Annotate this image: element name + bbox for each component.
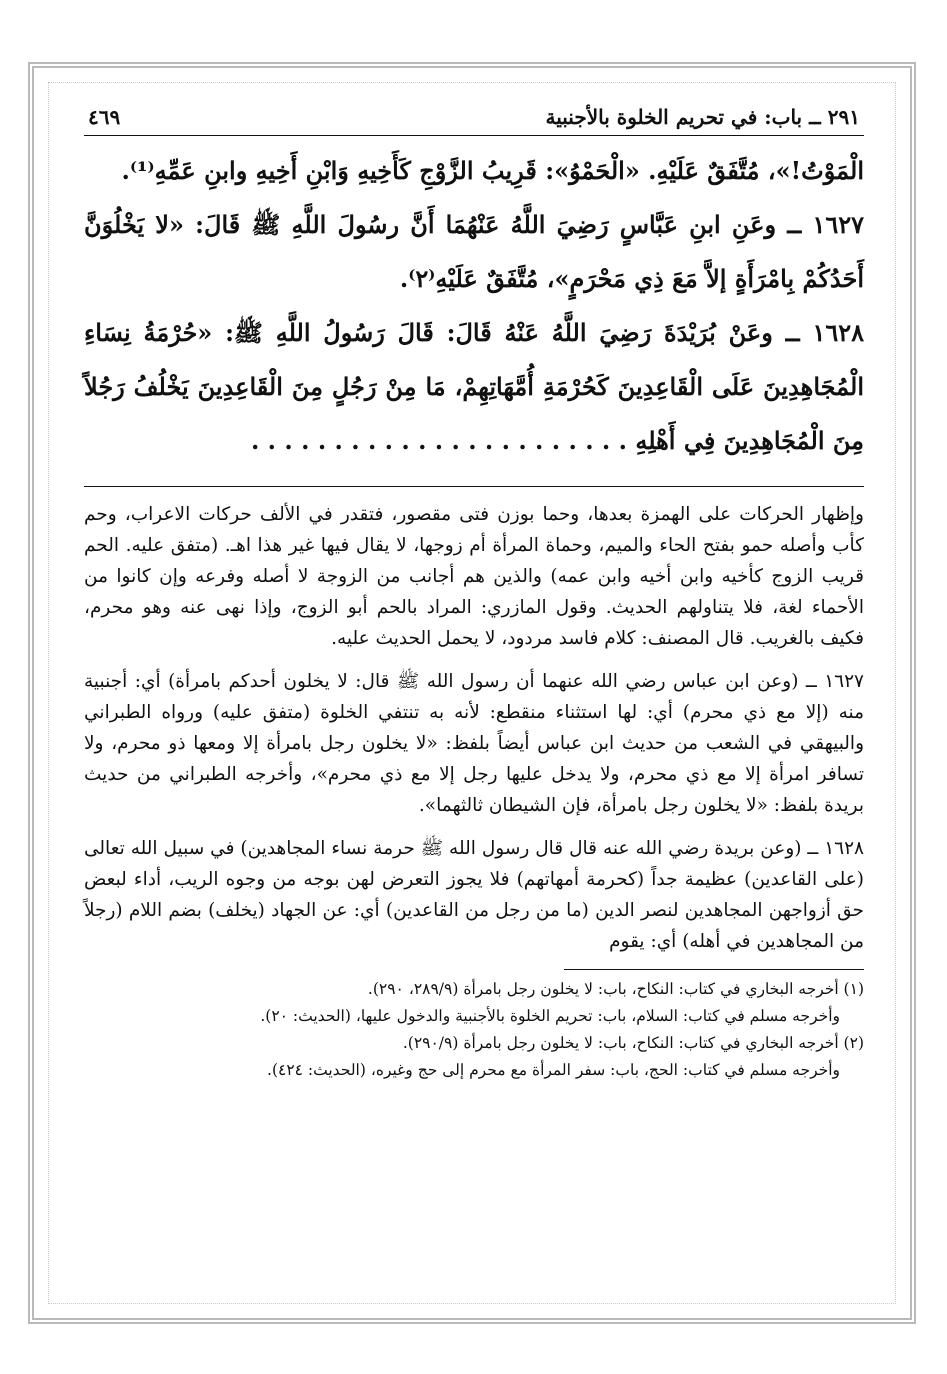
footnote-divider [564, 969, 864, 970]
section-divider [84, 486, 864, 487]
footnote: (٢) أخرجه البخاري في كتاب: النكاح، باب: لا يخلون رجل بامرأة (٢٩٠/٩). [402, 1034, 864, 1052]
chapter-title: ٢٩١ ــ باب: في تحريم الخلوة بالأجنبية [545, 105, 860, 129]
book-page [84, 96, 864, 1084]
running-header [84, 96, 864, 136]
footnote: (١) أخرجه البخاري في كتاب: النكاح، باب: لا يخلون رجل بامرأة (٢٨٩/٩، ٢٩٠). [367, 980, 864, 998]
commentary-text [84, 499, 864, 957]
footnote: وأخرجه مسلم في كتاب: الحج، باب: سفر المرأة مع محرم إلى حج وغيره، (الحديث: ٤٢٤). [267, 1061, 840, 1079]
page-number: ٤٦٩ [88, 105, 121, 129]
footnotes [84, 976, 864, 1084]
commentary-paragraph: ١٦٢٨ ــ (وعن بريدة رضي الله عنه قال قال رسول الله ﷺ حرمة نساء المجاهدين) في سبيل الله تعالى (على القاعدين) عظيمة جداً (كحرمة أمهاتهم) فلا يجوز التعرض لهن بوجه من وجوه الريب، أداء لبعض حق أزواجهن المجاهدين لنصر الدين (ما من رجل من القاعدين) أي: عن الجهاد (يخلف) بضم اللام (رجلاً من المجاهدين في أهله) أي: يقوم [84, 838, 864, 952]
hadith-paragraph: ١٦٢٨ ــ وعَنْ بُرَيْدَةَ رَضِيَ اللَّهُ عَنْهُ قَالَ: قَالَ رَسُولُ اللَّهِ ﷺ: «حُرْمَةُ نِسَاءِ الْمُجَاهِدِينَ عَلَى الْقَاعِدِينَ كَحُرْمَةِ أُمَّهَاتِهِمْ، مَا مِنْ رَجُلٍ مِنَ الْقَاعِدِينَ يَخْلُفُ رَجُلاً مِنَ الْمُجَاهِدِينَ فِي أَهْلِهِ . . . . . . . . . . . . . . . . . . . . . . . [84, 318, 864, 455]
hadith-paragraph: الْمَوْتُ!»، مُتَّفَقٌ عَلَيْهِ. «الْحَمْوُ»: قَرِيبُ الزَّوْجِ كَأَخِيهِ وَابْنِ أَخِيهِ وابنِ عَمِّهِ⁽¹⁾. [121, 156, 864, 185]
commentary-paragraph: وإظهار الحركات على الهمزة بعدها، وحما بوزن فتى مقصور، فتقدر في الألف حركات الاعراب، وحم كأب وأصله حمو بفتح الحاء والميم، وحماة المرأة أم زوجها، لا يقال فيها غير هذا اهـ. (متفق عليه. الحم قريب الزوج كأخيه وابن أخيه وابن عمه) والذين هم أجانب من الزوجة لا أصله وفرعه وإن كانوا من الأحماء لغة، فلا يتناولهم الحديث. وقول المازري: المراد بالحم أبو الزوج، وإذا نهى عنه وهو محرم، فكيف بالغريب. قال المصنف: كلام فاسد مردود، لا يحمل الحديث عليه. [84, 504, 864, 649]
hadith-paragraph: ١٦٢٧ ــ وعَنِ ابنِ عَبَّاسٍ رَضِيَ اللَّهُ عَنْهُمَا أَنَّ رسُولَ اللَّهِ ﷺ قَالَ: «لا يَخْلُوَنَّ أَحَدُكُمْ بِامْرَأَةٍ إلاَّ مَعَ ذِي مَحْرَمٍ»، مُتَّفَقٌ عَلَيْهِ⁽٢⁾. [84, 210, 864, 293]
commentary-paragraph: ١٦٢٧ ــ (وعن ابن عباس رضي الله عنهما أن رسول الله ﷺ قال: لا يخلون أحدكم بامرأة) أي: أجنبية منه (إلا مع ذي محرم) أي: لها استثناء منقطع: لأنه به تنتفي الخلوة (متفق عليه) ورواه الطبراني والبيهقي في الشعب من حديث ابن عباس أيضاً بلفظ: «لا يخلون رجل بامرأة إلا ومعها ذو محرم، ولا تسافر امرأة إلا مع ذي محرم، ولا يدخل عليها رجل إلا مع ذي محرم»، وأخرجه الطبراني من حديث بريدة بلفظ: «لا يخلون رجل بامرأة، فإن الشيطان ثالثهما». [84, 671, 864, 816]
hadith-text [84, 144, 864, 468]
footnote: وأخرجه مسلم في كتاب: السلام، باب: تحريم الخلوة بالأجنبية والدخول عليها، (الحديث: ٢٠). [260, 1007, 840, 1025]
